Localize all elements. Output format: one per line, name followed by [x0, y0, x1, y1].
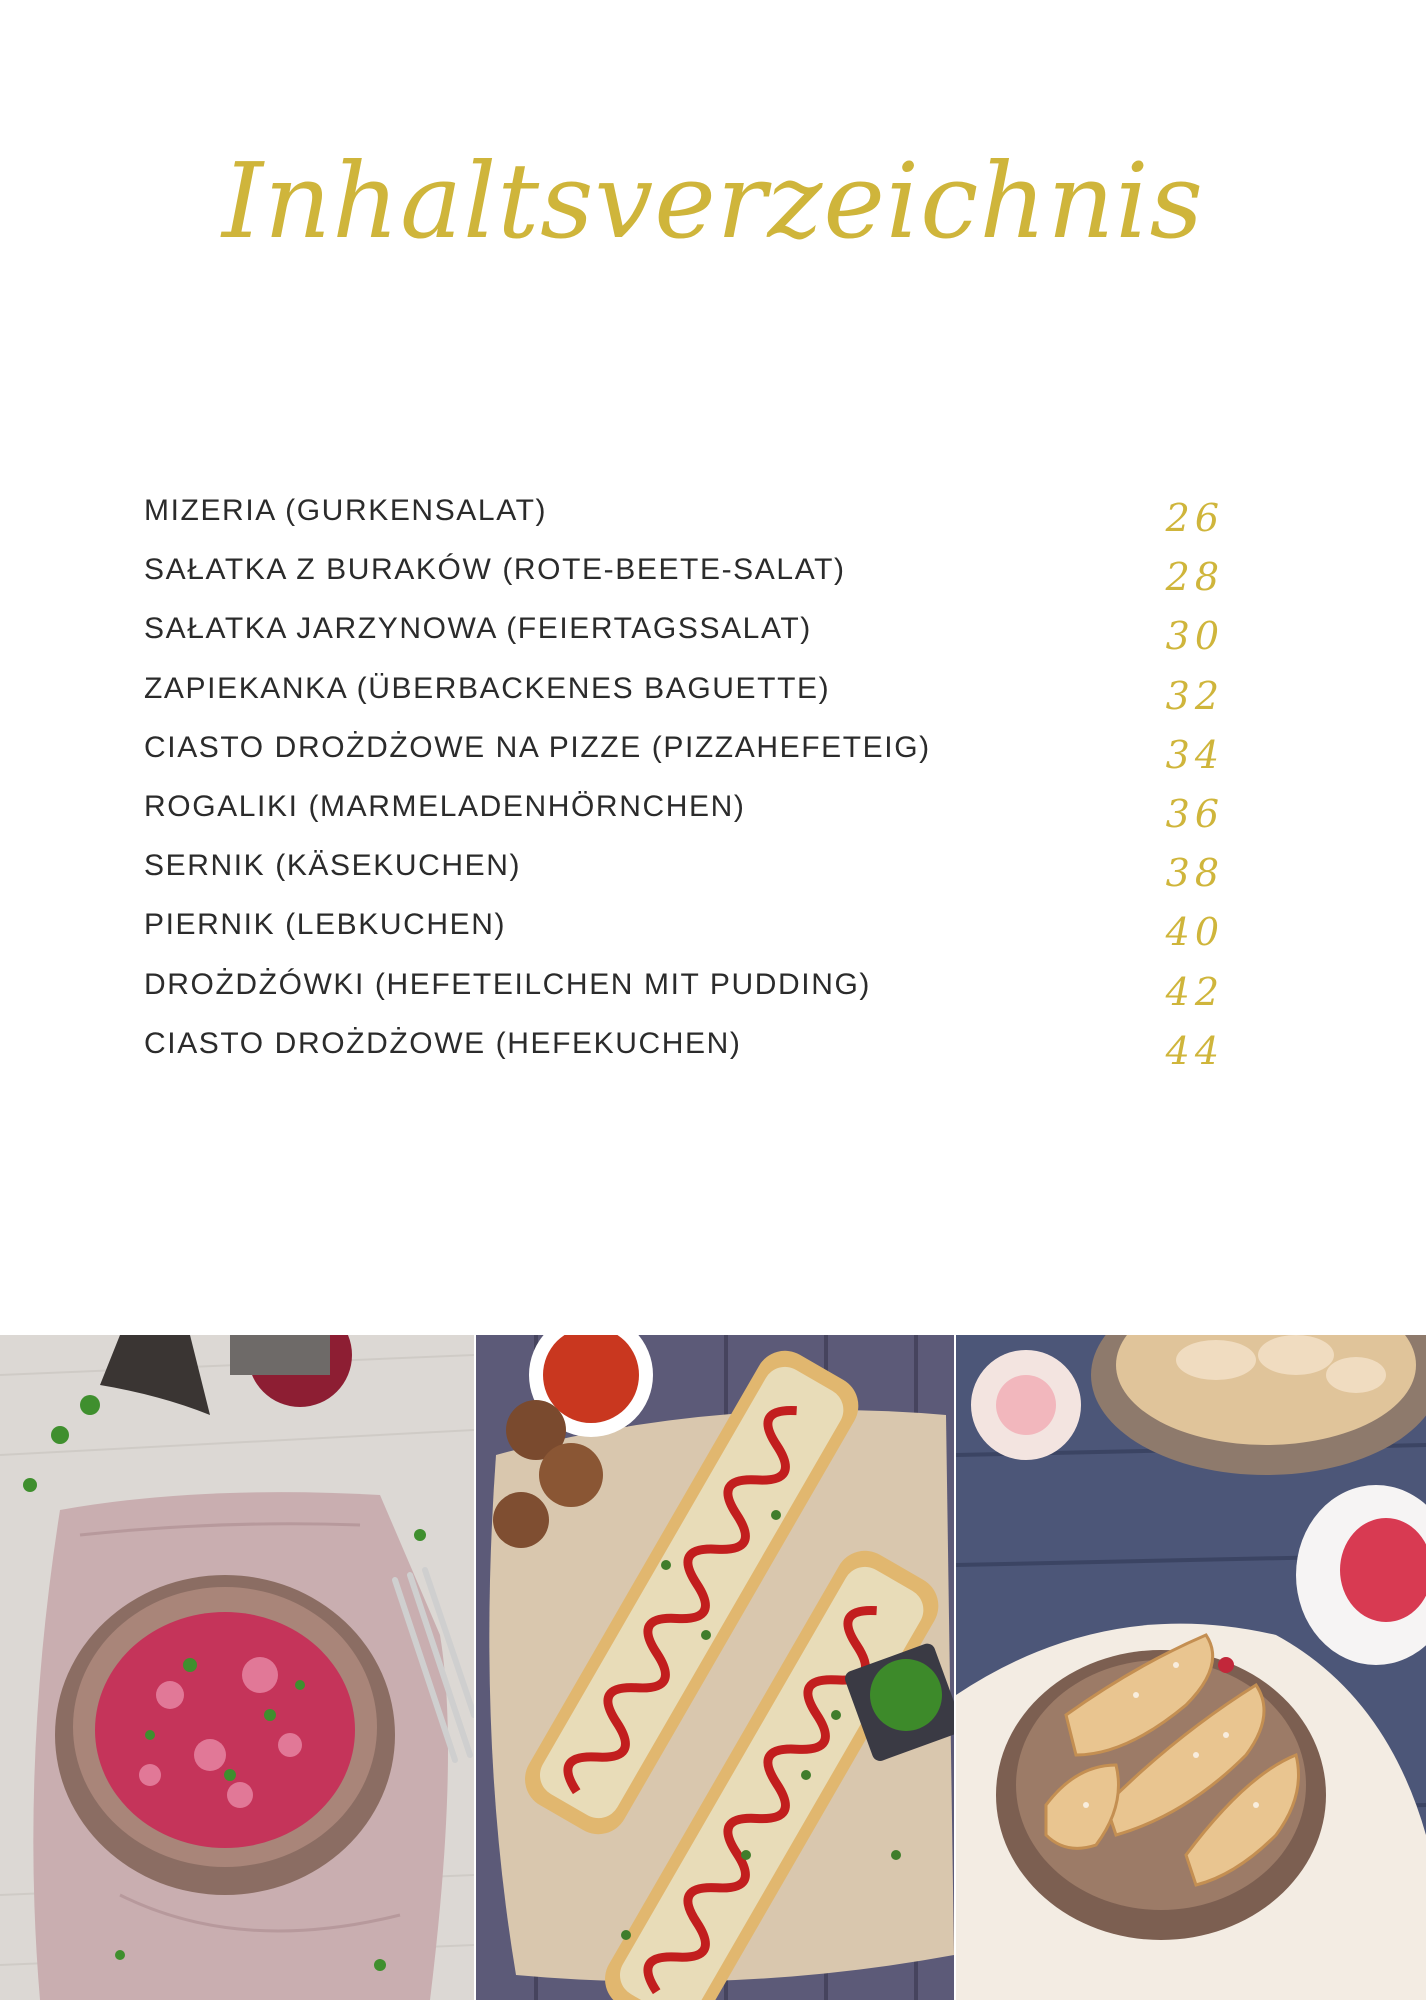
toc-entry[interactable]: [144, 962, 1224, 1021]
toc-entry-title: MIZERIA (GURKENSALAT): [144, 494, 548, 527]
toc-entry-page: 32: [1165, 673, 1224, 718]
toc-entry-page: 34: [1165, 732, 1224, 777]
toc-entry-title: CIASTO DROŻDŻOWE (HEFEKUCHEN): [144, 1026, 742, 1060]
toc-entry-page: 36: [1165, 791, 1224, 836]
toc-entry-page: 28: [1165, 555, 1224, 600]
toc-entry-title: ROGALIKI (MARMELADENHÖRNCHEN): [144, 789, 746, 823]
toc-entry-title: PIERNIK (LEBKUCHEN): [144, 908, 507, 942]
toc-entry[interactable]: [144, 784, 1224, 843]
table-of-contents: [144, 488, 1224, 1080]
toc-entry-title: SERNIK (KÄSEKUCHEN): [144, 849, 522, 883]
toc-entry[interactable]: [144, 843, 1224, 902]
toc-entry[interactable]: [144, 606, 1224, 665]
photo-strip: [0, 1335, 1426, 2000]
toc-entry-page: 30: [1165, 614, 1224, 659]
beetroot-salad-image: [0, 1335, 474, 2000]
toc-entry-title: SAŁATKA Z BURAKÓW (ROTE-BEETE-SALAT): [144, 553, 846, 587]
toc-entry-page: 42: [1165, 969, 1224, 1014]
zapiekanka-photo: [476, 1335, 954, 2000]
zapiekanka-image: [476, 1335, 954, 2000]
toc-entry[interactable]: [144, 547, 1224, 606]
toc-entry[interactable]: [144, 725, 1224, 784]
rogaliki-photo: [956, 1335, 1426, 2000]
toc-entry[interactable]: [144, 1021, 1224, 1080]
beetroot-salad-photo: [0, 1335, 474, 2000]
toc-entry[interactable]: [144, 666, 1224, 725]
toc-entry-title: CIASTO DROŻDŻOWE NA PIZZE (PIZZAHEFETEIG): [144, 730, 931, 764]
rogaliki-image: [956, 1335, 1426, 2000]
toc-entry-title: DROŻDŻÓWKI (HEFETEILCHEN MIT PUDDING): [144, 967, 871, 1001]
toc-entry-page: 44: [1165, 1028, 1224, 1073]
page-title: Inhaltsverzeichnis: [222, 140, 1204, 262]
toc-entry-page: 40: [1165, 910, 1224, 955]
toc-entry-title: ZAPIEKANKA (ÜBERBACKENES BAGUETTE): [144, 671, 831, 705]
toc-entry-page: 26: [1165, 496, 1224, 540]
toc-entry[interactable]: [144, 488, 1224, 547]
toc-entry[interactable]: [144, 902, 1224, 961]
toc-entry-title: SAŁATKA JARZYNOWA (FEIERTAGSSALAT): [144, 612, 812, 646]
toc-entry-page: 38: [1165, 851, 1224, 896]
